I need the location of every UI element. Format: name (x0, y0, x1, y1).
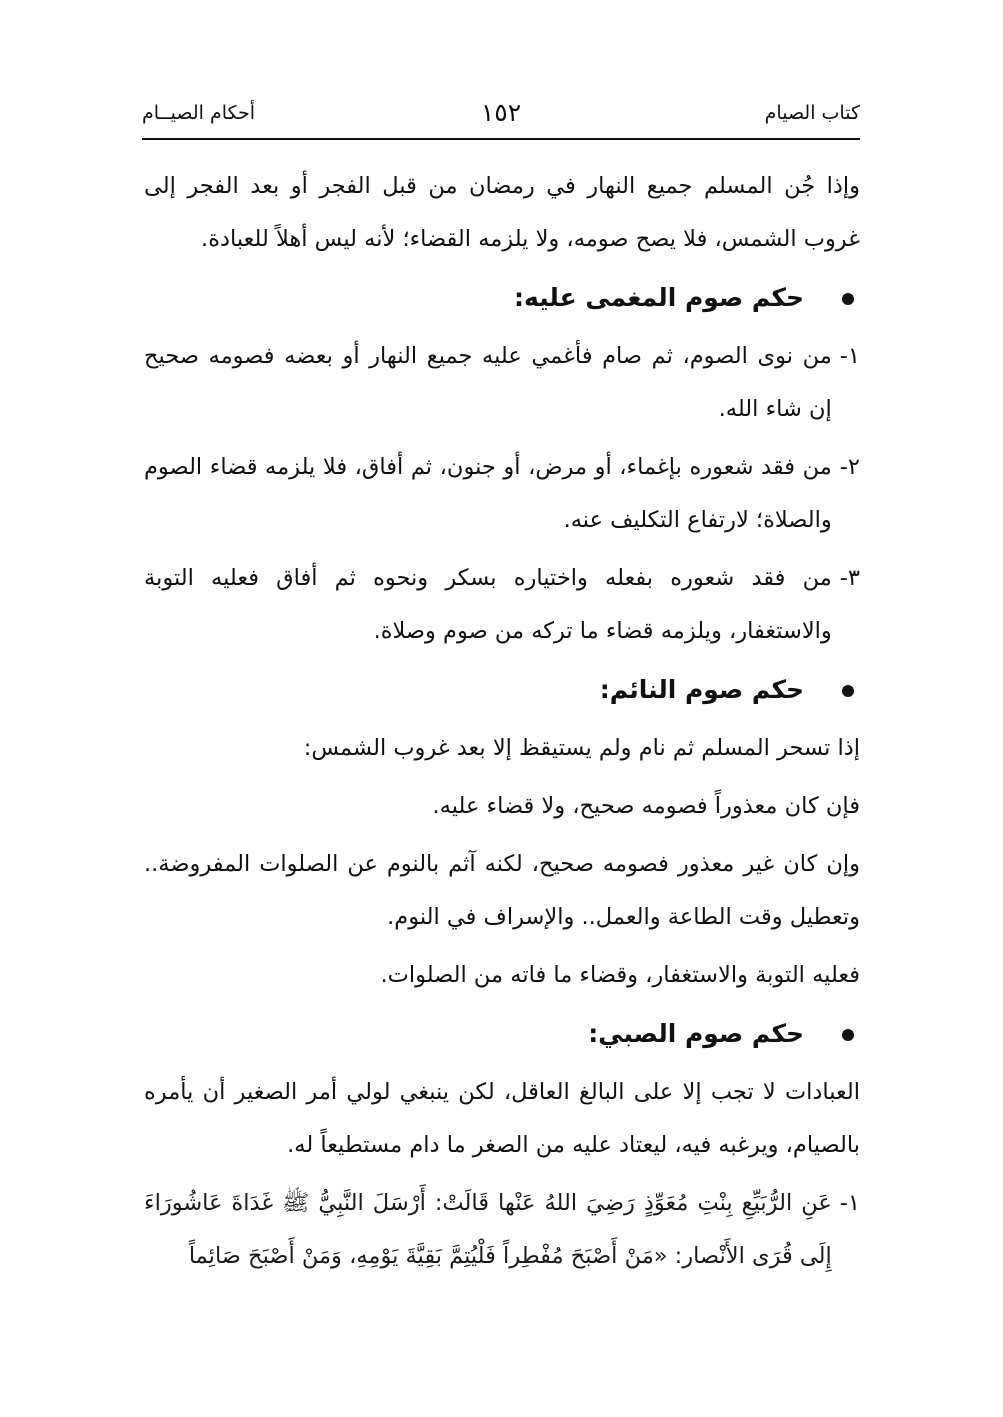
paragraph: إذا تسحر المسلم ثم نام ولم يستيقظ إلا بعد غروب الشمس: (303, 735, 860, 761)
list-item (144, 441, 860, 547)
heading-text: حكم صوم الصبي: (588, 1019, 804, 1048)
hadith-item (144, 1177, 860, 1283)
bullet-icon (842, 293, 854, 305)
paragraph: العبادات لا تجب إلا على البالغ العاقل، لكن ينبغي لولي أمر الصغير أن يأمره بالصيام، ويرغبه فيه، ليعتاد عليه من الصغر ما دام مستطيعاً له. (144, 1079, 860, 1158)
item-number: ٢- (839, 454, 860, 480)
header-chapter-title: أحكام الصيــام (142, 102, 256, 124)
page-body (144, 160, 860, 1288)
item-number: ٣- (839, 565, 860, 591)
item-number: ١- (839, 1190, 860, 1216)
paragraph: فعليه التوبة والاستغفار، وقضاء ما فاته من الصلوات. (380, 962, 860, 988)
paragraph: فإن كان معذوراً فصومه صحيح، ولا قضاء عليه. (432, 793, 860, 819)
list-item (144, 552, 860, 658)
item-text: من نوى الصوم، ثم صام فأغمي عليه جميع النهار أو بعضه فصومه صحيح إن شاء الله. (144, 343, 832, 422)
intro-paragraph: وإذا جُن المسلم جميع النهار في رمضان من قبل الفجر أو بعد الفجر إلى غروب الشمس، فلا يصح صومه، ولا يلزمه القضاء؛ لأنه ليس أهلاً للعبادة. (144, 173, 860, 252)
item-number: ١- (839, 343, 860, 369)
section-heading-sleeper (144, 663, 860, 716)
bullet-icon (842, 1029, 854, 1041)
bullet-icon (842, 685, 854, 697)
header-page-number: ١٥٢ (480, 98, 522, 127)
section-heading-unconscious (144, 271, 860, 324)
header-divider (142, 138, 860, 140)
header-book-title: كتاب الصيام (764, 102, 860, 124)
paragraph: وإن كان غير معذور فصومه صحيح، لكنه آثم بالنوم عن الصلوات المفروضة.. وتعطيل وقت الطاعة والعمل.. والإسراف في النوم. (144, 851, 860, 930)
heading-text: حكم صوم المغمى عليه: (514, 283, 804, 312)
page-header (142, 98, 860, 134)
hadith-text: عَنِ الرُّبَيِّعِ بِنْتِ مُعَوِّذٍ رَضِيَ اللهُ عَنْها قَالَتْ: أَرْسَلَ النَّبِيُّ ﷺ غَدَاةَ عَاشُورَاءَ إِلَى قُرَى الأَنْصار: «مَنْ أَصْبَحَ مُفْطِراً فَلْيُتِمَّ بَقِيَّةَ يَوْمِهِ، وَمَنْ أَصْبَحَ صَائِماً (144, 1190, 832, 1269)
list-item (144, 330, 860, 436)
section-heading-child (144, 1007, 860, 1060)
item-text: من فقد شعوره بفعله واختياره بسكر ونحوه ثم أفاق فعليه التوبة والاستغفار، ويلزمه قضاء ما تركه من صوم وصلاة. (144, 565, 832, 644)
item-text: من فقد شعوره بإغماء، أو مرض، أو جنون، ثم أفاق، فلا يلزمه قضاء الصوم والصلاة؛ لارتفاع التكليف عنه. (144, 454, 832, 533)
heading-text: حكم صوم النائم: (599, 675, 804, 704)
